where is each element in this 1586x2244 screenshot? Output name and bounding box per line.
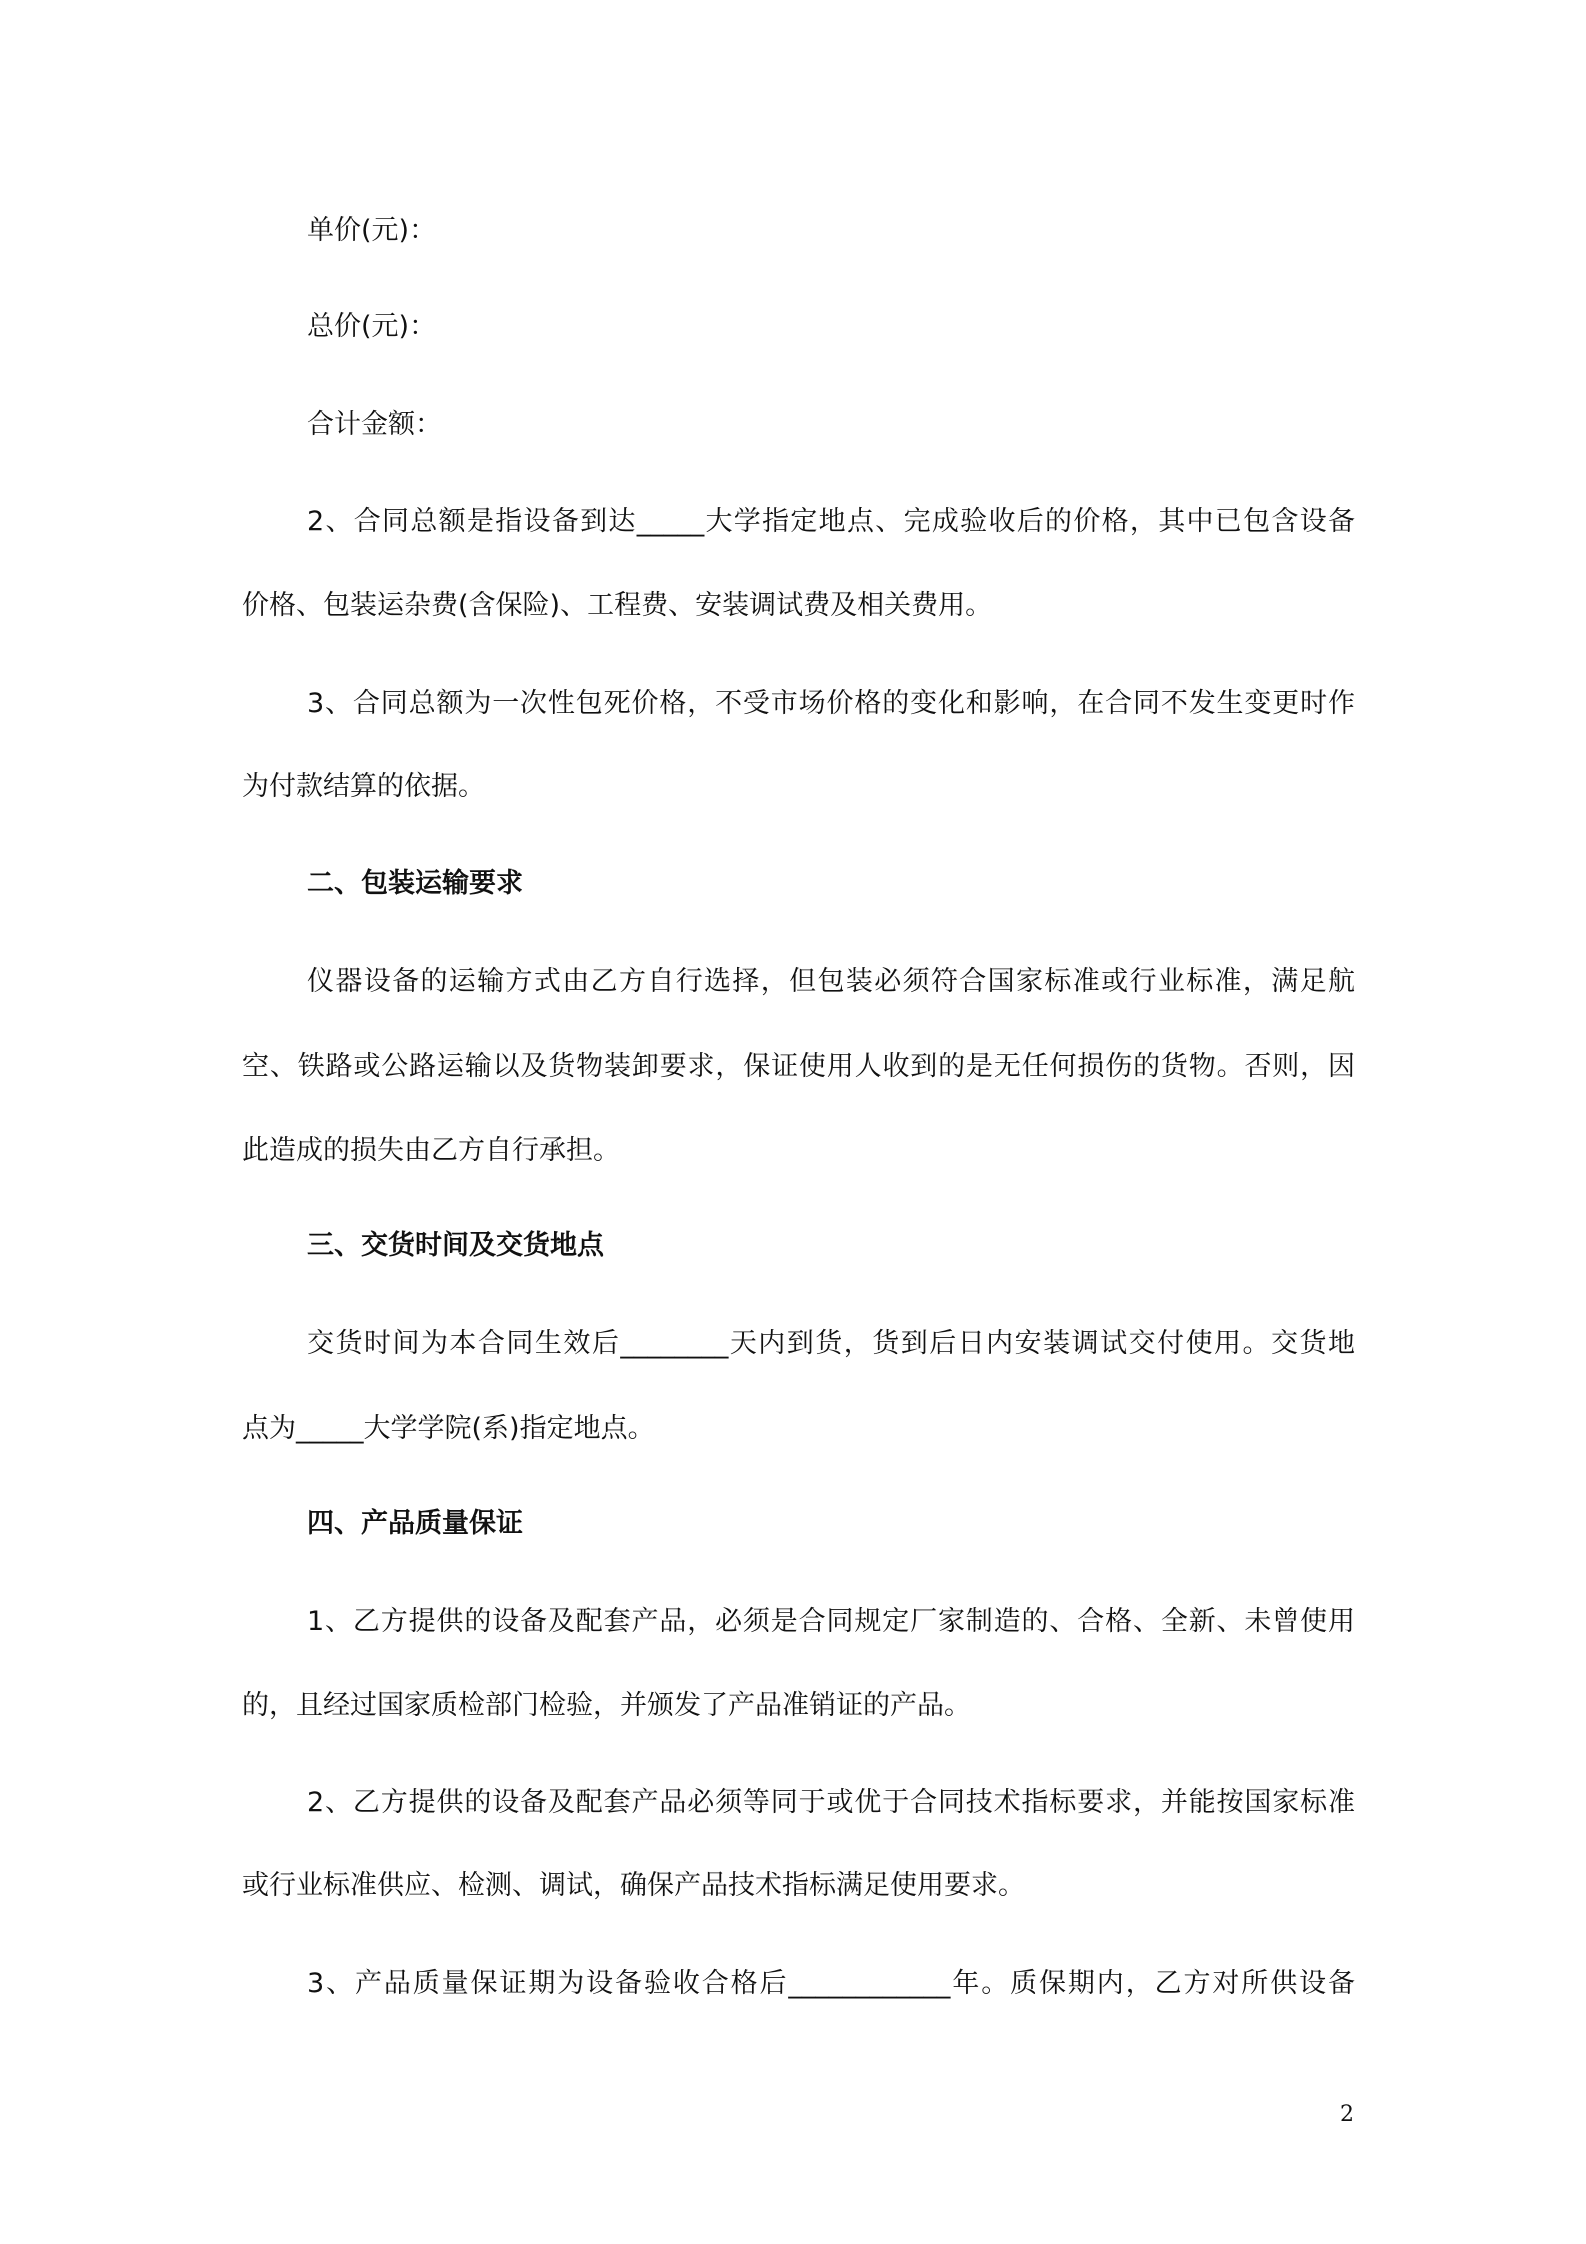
paragraph-line: 为付款结算的依据。 bbox=[242, 771, 485, 802]
paragraph-line: 1、乙方提供的设备及配套产品，必须是合同规定厂家制造的、合格、全新、未曾使用 bbox=[307, 1606, 1355, 1637]
paragraph-line: 或行业标准供应、检测、调试，确保产品技术指标满足使用要求。 bbox=[242, 1870, 1025, 1901]
paragraph-line: 3、产品质量保证期为设备验收合格后____________年。质保期内，乙方对所供设备 bbox=[307, 1968, 1355, 1999]
paragraph-line: 价格、包装运杂费(含保险)、工程费、安装调试费及相关费用。 bbox=[242, 590, 993, 621]
section-heading: 二、包装运输要求 bbox=[307, 868, 523, 899]
section-heading: 三、交货时间及交货地点 bbox=[307, 1230, 604, 1261]
section-heading: 四、产品质量保证 bbox=[307, 1508, 523, 1539]
paragraph-line: 交货时间为本合同生效后________天内到货，货到后日内安装调试交付使用。交货地 bbox=[307, 1328, 1355, 1359]
paragraph-line: 仪器设备的运输方式由乙方自行选择，但包装必须符合国家标准或行业标准，满足航 bbox=[307, 966, 1355, 997]
unit-price-label: 单价(元)： bbox=[307, 215, 437, 246]
paragraph-line: 空、铁路或公路运输以及货物装卸要求，保证使用人收到的是无任何损伤的货物。否则，因 bbox=[242, 1051, 1355, 1082]
paragraph-line: 此造成的损失由乙方自行承担。 bbox=[242, 1135, 620, 1166]
paragraph-line: 的，且经过国家质检部门检验，并颁发了产品准销证的产品。 bbox=[242, 1690, 971, 1721]
paragraph-line: 点为_____大学学院(系)指定地点。 bbox=[242, 1413, 655, 1444]
paragraph-line: 3、合同总额为一次性包死价格，不受市场价格的变化和影响，在合同不发生变更时作 bbox=[307, 688, 1355, 719]
page-number: 2 bbox=[1340, 2102, 1354, 2127]
paragraph-line: 2、乙方提供的设备及配套产品必须等同于或优于合同技术指标要求，并能按国家标准 bbox=[307, 1787, 1355, 1818]
total-price-label: 总价(元)： bbox=[307, 311, 437, 342]
paragraph-line: 2、合同总额是指设备到达_____大学指定地点、完成验收后的价格，其中已包含设备 bbox=[307, 506, 1355, 537]
total-amount-label: 合计金额： bbox=[307, 409, 442, 440]
